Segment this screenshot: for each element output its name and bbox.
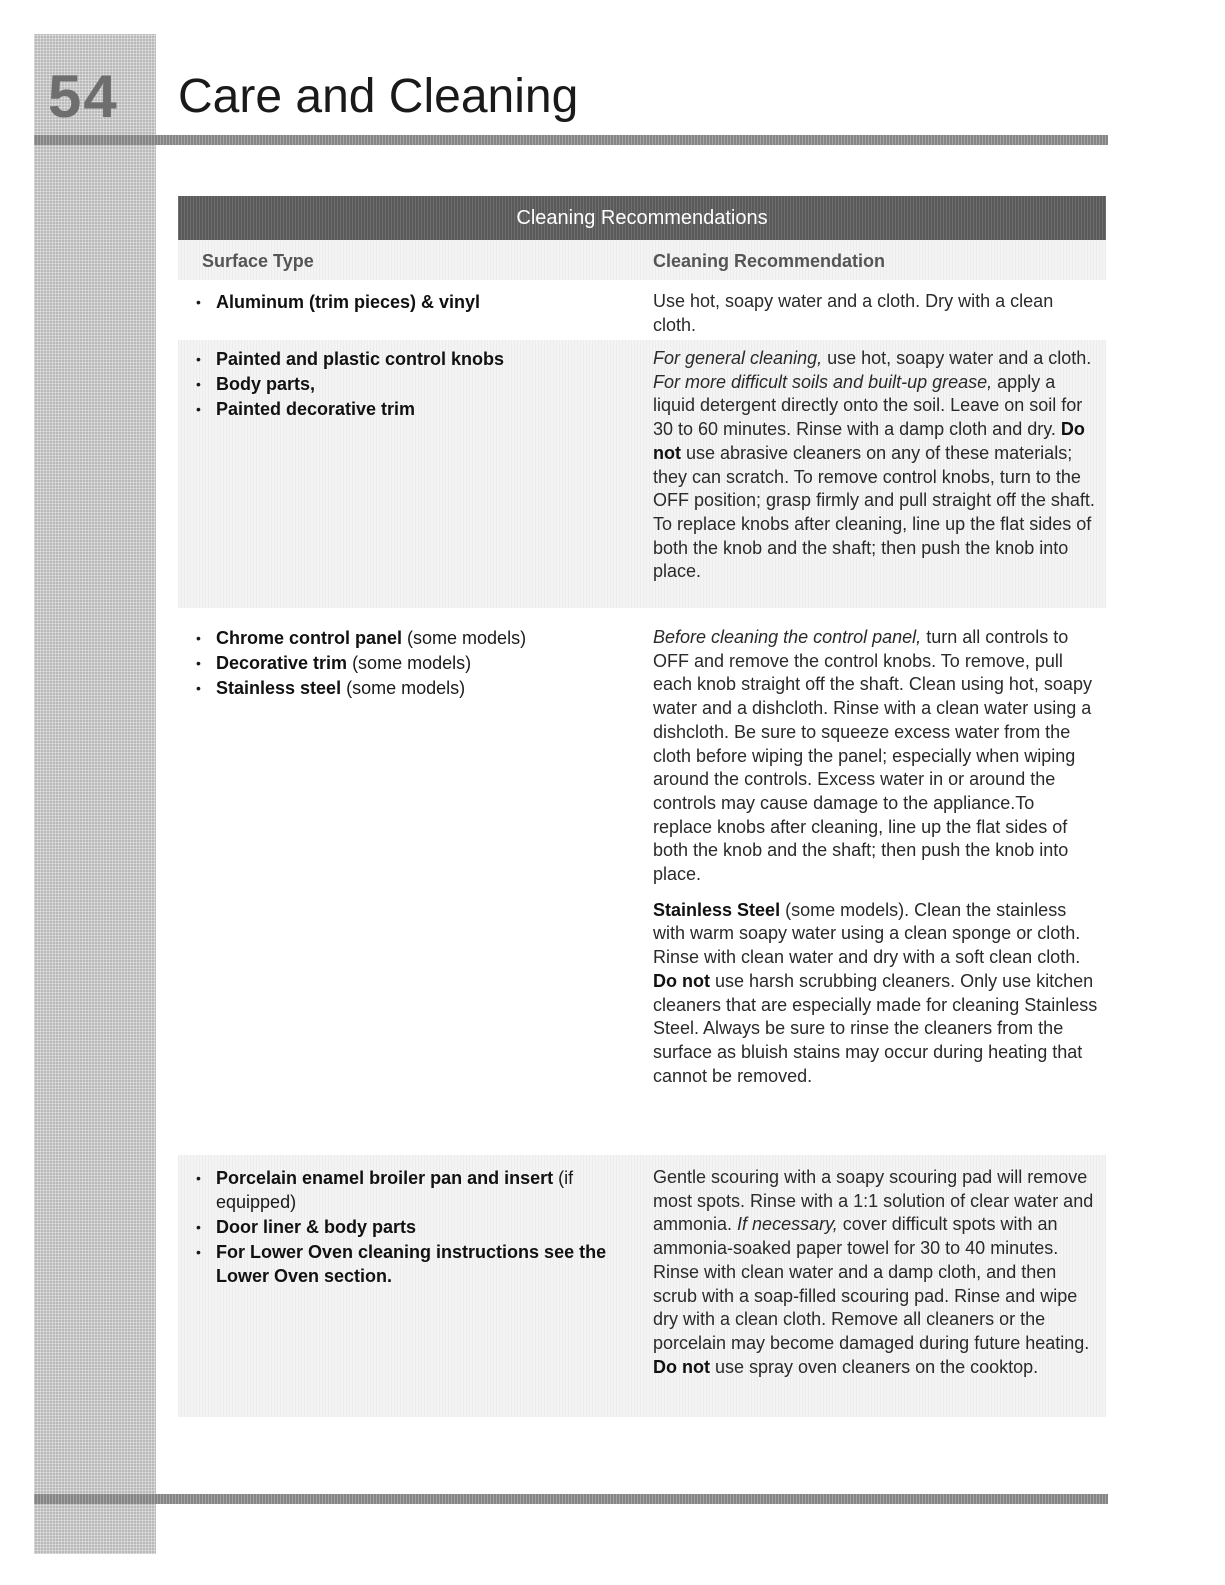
surface-name: For Lower Oven cleaning instructions see the Lower Oven section. bbox=[216, 1242, 607, 1286]
surface-list bbox=[190, 347, 630, 421]
body-text: Gentle scouring with a soapy scouring pad will remove most spots. Rinse with a 1:1 solution of clear water and ammonia. bbox=[653, 1167, 1094, 1235]
header-row-background bbox=[178, 240, 1106, 280]
emphasis-text: Do not bbox=[653, 1356, 710, 1377]
recommendation-text bbox=[653, 290, 1098, 337]
recommendation-text bbox=[653, 1166, 1098, 1379]
bullet-icon: • bbox=[196, 1170, 201, 1186]
bullet-icon: • bbox=[196, 294, 201, 310]
surface-type-item bbox=[190, 676, 630, 700]
body-text: use abrasive cleaners on any of these materials; they can scratch. To remove control knobs, turn to the OFF position; grasp firmly and pull straight off the shaft. To replace knobs after cleaning, line up the flat sides of both the knob and the shaft; then push the knob into place. bbox=[653, 442, 1095, 582]
page-number: 54 bbox=[48, 63, 119, 130]
page-title: Care and Cleaning bbox=[178, 70, 579, 123]
surface-type-item bbox=[190, 397, 630, 421]
surface-name: Painted decorative trim bbox=[216, 399, 416, 419]
recommendation-cell bbox=[653, 347, 1098, 584]
bullet-icon: • bbox=[196, 1244, 201, 1260]
surface-type-item bbox=[190, 1166, 630, 1214]
emphasis-text: Do not bbox=[653, 970, 710, 991]
recommendation-text bbox=[653, 626, 1098, 887]
recommendation-cell bbox=[653, 626, 1098, 1088]
column-header-surface-type: Surface Type bbox=[202, 251, 314, 271]
surface-type-item bbox=[190, 372, 630, 396]
body-text: use spray oven cleaners on the cooktop. bbox=[709, 1356, 1039, 1377]
surface-type-item bbox=[190, 1240, 630, 1288]
surface-name: Door liner & body parts bbox=[216, 1217, 417, 1237]
column-header-cleaning-recommendation: Cleaning Recommendation bbox=[653, 251, 886, 271]
surface-name: Aluminum (trim pieces) & vinyl bbox=[216, 292, 481, 312]
recommendation-cell bbox=[653, 1166, 1098, 1379]
surface-note: (some models) bbox=[341, 678, 466, 698]
bullet-icon: • bbox=[196, 376, 201, 392]
surface-name: Decorative trim bbox=[216, 653, 348, 673]
bullet-icon: • bbox=[196, 1219, 201, 1235]
recommendation-cell bbox=[653, 290, 1098, 337]
bullet-icon: • bbox=[196, 351, 201, 367]
surface-name: Chrome control panel bbox=[216, 628, 403, 648]
bullet-icon: • bbox=[196, 680, 201, 696]
italic-text: For general cleaning, bbox=[653, 348, 823, 368]
italic-text: Before cleaning the control panel, bbox=[653, 627, 922, 647]
surface-type-item bbox=[190, 626, 630, 650]
surface-name: Body parts, bbox=[216, 374, 316, 394]
body-text: turn all controls to OFF and remove the control knobs. To remove, pull each knob straight off the shaft. Clean using hot, soapy water and a dishcloth. Rinse with a clean water using a dishcloth. Be sure to squeeze excess water from the cloth before wiping the panel; especially when wiping around the controls. Excess water in or around the controls may cause damage to the appliance.To replace knobs after cleaning, line up the flat sides of both the knob and the shaft; then push the knob into place. bbox=[653, 627, 1092, 885]
surface-type-item bbox=[190, 290, 630, 314]
body-text: use hot, soapy water and a cloth. bbox=[822, 348, 1092, 368]
surface-type-cell bbox=[190, 290, 630, 315]
surface-note: (some models) bbox=[402, 628, 527, 648]
surface-note: (if equipped) bbox=[216, 1168, 574, 1212]
body-text: apply a liquid detergent directly onto the soil. Leave on soil for 30 to 60 minutes. Rinse with a damp cloth and dry. bbox=[653, 371, 1083, 440]
table-title: Cleaning Recommendations bbox=[178, 196, 1106, 240]
surface-list bbox=[190, 626, 630, 700]
surface-name: Porcelain enamel broiler pan and insert bbox=[216, 1168, 554, 1188]
footer-rule bbox=[34, 1494, 1108, 1504]
surface-list bbox=[190, 290, 630, 314]
bullet-icon: • bbox=[196, 655, 201, 671]
surface-type-item bbox=[190, 651, 630, 675]
surface-type-cell bbox=[190, 626, 630, 701]
bullet-icon: • bbox=[196, 630, 201, 646]
stainless-steel-text bbox=[653, 899, 1098, 1089]
surface-type-item bbox=[190, 347, 630, 371]
emphasis-text: Stainless Steel bbox=[653, 899, 781, 920]
surface-type-cell bbox=[190, 1166, 630, 1289]
body-text: (some models). Clean the stainless with warm soapy water using a clean sponge or cloth. Rinse with clean water and dry with a soft clean cloth. bbox=[653, 899, 1081, 968]
body-text: Use hot, soapy water and a cloth. Dry with a clean cloth. bbox=[653, 291, 1054, 335]
surface-name: Painted and plastic control knobs bbox=[216, 349, 505, 369]
side-band bbox=[34, 34, 156, 1554]
bullet-icon: • bbox=[196, 401, 201, 417]
recommendation-text bbox=[653, 347, 1098, 584]
emphasis-text: Do not bbox=[653, 419, 1085, 463]
surface-list bbox=[190, 1166, 630, 1288]
italic-text: For more difficult soils and built-up grease, bbox=[653, 371, 993, 392]
surface-type-item bbox=[190, 1215, 630, 1239]
body-text: use harsh scrubbing cleaners. Only use kitchen cleaners that are especially made for cleaning Stainless Steel. Always be sure to rinse the cleaners from the surface as bluish stains may occur during heating that cannot be removed. bbox=[653, 970, 1098, 1086]
italic-text: If necessary, bbox=[737, 1214, 838, 1235]
header-rule bbox=[34, 135, 1108, 145]
surface-type-cell bbox=[190, 347, 630, 422]
body-text: cover difficult spots with an ammonia-soaked paper towel for 30 to 40 minutes. Rinse with clean water and a damp cloth, and then scrub with a soap-filled scouring pad. Rinse and wipe dry with a clean cloth. Remove all cleaners or the porcelain may become damaged during future heating. bbox=[653, 1214, 1090, 1353]
surface-note: (some models) bbox=[347, 653, 472, 673]
surface-name: Stainless steel bbox=[216, 678, 342, 698]
